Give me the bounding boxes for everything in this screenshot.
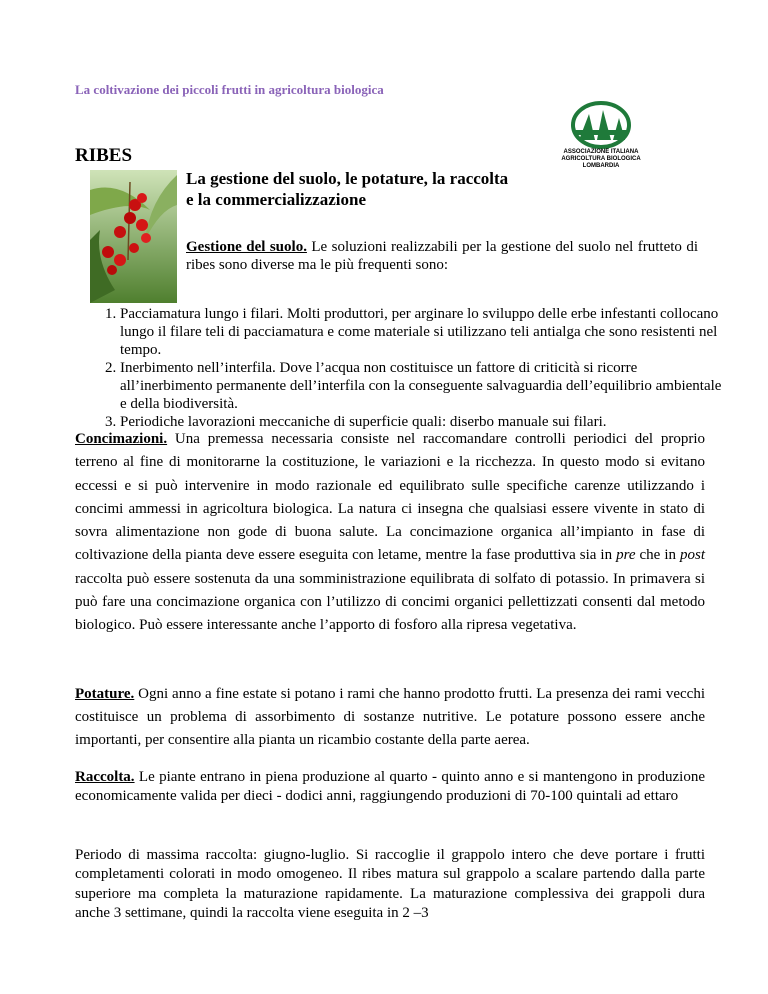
gestione-paragraph	[186, 238, 698, 274]
potature-paragraph	[75, 683, 705, 752]
soil-management-list	[95, 305, 730, 431]
potature-text: Ogni anno a fine estate si potano i rami che hanno prodotto frutti. La presenza dei rami vecchi costituisce un problema di assorbimento di sostanze nutritive. Le potature possono essere anche importanti, per consentire alla pianta un ricambio costante della parte aerea.	[75, 686, 705, 748]
potature-label: Potature.	[75, 686, 135, 702]
concimazioni-pre: pre	[616, 547, 636, 564]
logo-line2: AGRICOLTURA BIOLOGICA	[561, 156, 641, 162]
section-subtitle	[186, 168, 508, 210]
concimazioni-label: Concimazioni.	[75, 431, 168, 447]
page-header: La coltivazione dei piccoli frutti in agricoltura biologica	[75, 82, 384, 97]
concimazioni-text2: che in	[635, 547, 680, 564]
redcurrant-photo	[90, 170, 177, 303]
subtitle-line1: La gestione del suolo, le potature, la raccolta	[186, 169, 509, 188]
concimazioni-post: post	[680, 547, 706, 564]
gestione-text: Le soluzioni realizzabili per la gestione del suolo nel frutteto di ribes sono diverse ma le più frequenti sono:	[186, 239, 698, 273]
section-title: RIBES	[75, 145, 133, 166]
concimazioni-paragraph	[75, 428, 705, 638]
logo-line1: ASSOCIAZIONE ITALIANA	[563, 149, 639, 155]
raccolta-period-paragraph: Periodo di massima raccolta: giugno-luglio. Si raccoglie il grappolo intero che deve portare i frutti completamenti colorati in modo omogeneo. Il ribes matura sul grappolo a scalare partendo dalla parte superiore ma completa la maturazione rapidamente. La maturazione complessiva dei grappoli dura anche 3 settimane, quindi la raccolta viene eseguita in 2 –3	[75, 847, 705, 921]
list-item: 3. Periodiche lavorazioni meccaniche di superficie quali: diserbo manuale sui filari.	[120, 413, 730, 431]
list-item: 2. Inerbimento nell’interfila. Dove l’acqua non costituisce un fattore di criticità si ricorre all’inerbimento permanente dell’interfila con la conseguente salvaguardia dell’equilibrio ambientale e della biodiversità.	[120, 359, 730, 413]
raccolta-text: Le piante entrano in piena produzione al quarto - quinto anno e si mantengono in produzione economicamente valida per dieci - dodici anni, raggiungendo produzioni di 70-100 quintali ad ettaro	[75, 769, 705, 805]
logo-line3: LOMBARDIA	[582, 163, 620, 169]
gestione-label: Gestione del suolo.	[186, 239, 307, 255]
concimazioni-text1: Una premessa necessaria consiste nel raccomandare controlli periodici del proprio terreno al fine di monitorarne la costituzione, le variazioni e la ricchezza. In questo modo si evitano eccessi e si può intervenire in modo razionale ed equilibrato sulle specifiche carenze utilizzando i concimi ammessi in agricoltura biologica. La natura ci insegna che qualsiasi essere vivente in stato di sovra alimentazione non gode di buona salute. La concimazione organica all’impianto in fase di coltivazione della pianta deve essere eseguita con letame, mentre la fase produttiva sia in	[75, 431, 705, 564]
raccolta-label: Raccolta.	[75, 769, 135, 785]
concimazioni-text3: raccolta può essere sostenuta da una somministrazione equilibrata di solfato di potassio. In primavera si può fare una concimazione organica con l’utilizzo di concimi organici pellettizzati consenti dal metodo biologico. Può essere interessante anche l’apporto di fosforo alla ripresa vegetativa.	[75, 570, 705, 634]
subtitle-line2: e la commercializzazione	[186, 190, 366, 209]
aiab-logo	[545, 100, 657, 170]
raccolta-paragraph	[75, 768, 705, 807]
list-item: 1. Pacciamatura lungo i filari. Molti produttori, per arginare lo sviluppo delle erbe infestanti collocano lungo il filare teli di pacciamatura e come materiale si utilizzano teli antialga che sono resistenti nel tempo.	[120, 305, 730, 359]
